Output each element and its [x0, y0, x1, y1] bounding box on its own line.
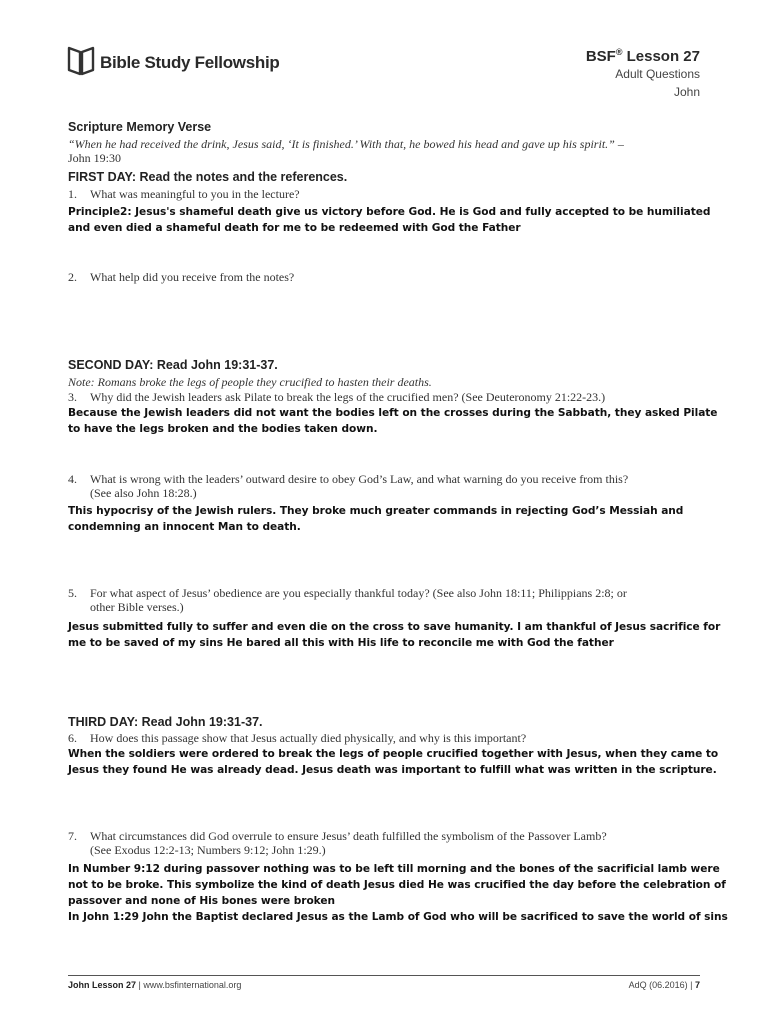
memory-verse-heading: Scripture Memory Verse	[68, 120, 212, 134]
lesson-book: John	[673, 85, 700, 99]
bsf-logo	[66, 44, 279, 76]
question-2: 2. What help did you receive from the notes?	[68, 270, 295, 284]
question-5: 5. For what aspect of Jesus’ obedience are you especially thankful today? (See also John 18:11; Philippians 2:8; or other Bible verses.)	[68, 586, 627, 614]
answer-3: Because the Jewish leaders did not want the bodies left on the crosses during the Sabbath, they asked Pilate to have the legs broken and the bodies taken down.	[68, 407, 718, 435]
answer-5: Jesus submitted fully to suffer and even die on the cross to save humanity. I am thankful of Jesus sacrifice for me to be saved of my sins He bared all this with His life to reconcile me with God the father	[68, 621, 721, 649]
answer-6: When the soldiers were ordered to break the legs of people crucified together with Jesus, when they came to Jesus they found He was already dead. Jesus death was important to fulfill what was written in the scripture.	[68, 748, 719, 776]
open-book-icon	[66, 44, 96, 76]
answer-4: This hypocrisy of the Jewish rulers. They broke much greater commands in rejecting God’s Messiah and condemning an innocent Man to death.	[68, 505, 684, 533]
question-3: 3. Why did the Jewish leaders ask Pilate to break the legs of the crucified men? (See Deuteronomy 21:22-23.)	[68, 390, 606, 404]
second-day-note: Note: Romans broke the legs of people they crucified to hasten their deaths.	[68, 375, 432, 389]
third-day-heading: THIRD DAY: Read John 19:31-37.	[68, 715, 263, 729]
question-7: 7. What circumstances did God overrule to ensure Jesus’ death fulfilled the symbolism of the Passover Lamb? (See Exodus 12:2-13; Numbers 9:12; John 1:29.)	[68, 829, 607, 857]
memory-verse-text: “When he had received the drink, Jesus said, ‘It is finished.’ With that, he bowed his head and gave up his spirit.” –	[68, 137, 624, 151]
memory-verse	[68, 137, 708, 165]
answer-1: Principle2: Jesus's shameful death give us victory before God. He is God and fully accepted to be humiliated and even died a shameful death for me to be redeemed with God the Father	[68, 206, 711, 234]
lesson-title: BSF® Lesson 27	[585, 47, 700, 65]
first-day-heading: FIRST DAY: Read the notes and the references.	[68, 170, 348, 184]
lesson-subtitle: Adult Questions	[615, 67, 700, 81]
footer-right: AdQ (06.2016) | 7	[628, 980, 700, 990]
footer-divider	[68, 975, 700, 976]
answer-7-part-2: In John 1:29 John the Baptist declared Jesus as the Lamb of God who will be sacrificed to save the world of sins	[68, 911, 728, 923]
memory-verse-reference: John 19:30	[68, 151, 122, 165]
answer-7-part-1: In Number 9:12 during passover nothing was to be left till morning and the bones of the sacrificial lamb were not to be broke. This symbolize the kind of death Jesus died He was crucified the day before the celebration of passover and none of His bones were broken	[68, 863, 726, 907]
second-day-heading: SECOND DAY: Read John 19:31-37.	[68, 358, 278, 372]
answer-7	[68, 861, 732, 925]
question-6: 6. How does this passage show that Jesus actually died physically, and why is this important?	[68, 731, 527, 745]
lesson-header	[586, 47, 700, 101]
page-footer	[68, 980, 700, 990]
logo-text: Bible Study Fellowship	[100, 53, 280, 72]
footer-left: John Lesson 27 | www.bsfinternational.org	[68, 980, 242, 990]
question-1: 1. What was meaningful to you in the lecture?	[68, 187, 300, 201]
question-4: 4. What is wrong with the leaders’ outward desire to obey God’s Law, and what warning do you receive from this? (See also John 18:28.)	[68, 472, 629, 500]
